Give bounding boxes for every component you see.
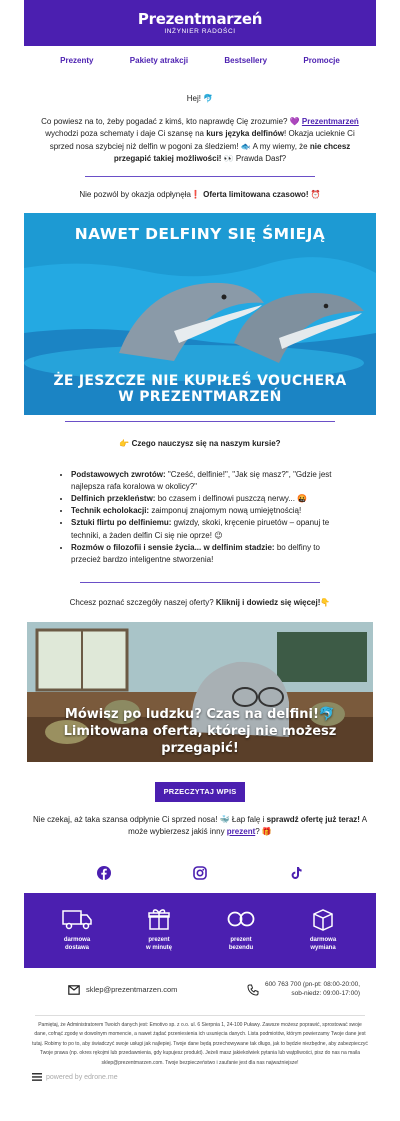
perk-gift-infinite: prezent bezendu — [206, 907, 276, 952]
nav-pakiety-atrakcji[interactable]: Pakiety atrakcji — [129, 55, 189, 65]
read-post-button[interactable]: PRZECZYTAJ WPIS — [155, 782, 245, 802]
instagram-icon[interactable] — [193, 866, 207, 880]
greeting: Hej! 🐬 — [186, 94, 214, 103]
tiktok-icon[interactable] — [289, 866, 303, 880]
list-item: • Delfinich przekleństw: bo czasem i delfinowi puszczą nerwy... 🤬 — [71, 493, 336, 505]
outro-paragraph: Nie czekaj, aż taka szansa odpłynie Ci sprzed nosa! 🐳 Łap falę i sprawdź ofertę już teraz! A może wybierzesz jakiś inny prezent? 🎁 — [32, 814, 368, 837]
main-nav — [24, 47, 376, 73]
menu-icon — [32, 1073, 42, 1081]
intro-paragraph: Co powiesz na to, żeby pogadać z kimś, kto naprawdę Cię zrozumie? 💜 Prezentmarzeń wychodzi poza schematy i daje Ci szansę na kurs języka delfinów! Okazja ucieknie Ci sprzed nosa szybciej niż delfin w pogoni za śledziem! 🐟 A my wiemy, że nie chcesz przegapić takiej możliwości! 👀 Prawda Dasf? — [41, 116, 359, 163]
email-contact[interactable] — [68, 985, 177, 995]
perk-gift-minute: prezent w minutę — [124, 907, 194, 952]
infinity-icon — [225, 907, 257, 931]
email-header — [24, 0, 376, 46]
social-links — [24, 863, 376, 883]
list-item: • Sztuki flirtu po delfiniemu: gwizdy, skoki, kręcenie piruetów – opanuj te techniki, a żaden delfin Ci się nie oprze! 😉 — [71, 517, 336, 541]
brand-logo[interactable]: Prezentmarzeń — [137, 10, 263, 28]
email-address[interactable]: sklep@prezentmarzen.com — [86, 985, 178, 995]
nav-prezenty[interactable]: Prezenty — [60, 55, 94, 65]
facebook-icon[interactable] — [97, 866, 111, 880]
phone-hours: sob-niedz: 09:00-17:00) — [291, 989, 360, 997]
banner-subheadline: ŻE JESZCZE NIE KUPIŁEŚ VOUCHERA W PREZENTMARZEŃ — [53, 373, 347, 405]
contact-row — [24, 975, 376, 1005]
gift-link[interactable]: prezent — [226, 827, 256, 837]
banner-headline: NAWET DELFINY SIĘ ŚMIEJĄ — [74, 225, 326, 243]
nav-promocje[interactable]: Promocje — [303, 55, 340, 65]
list-item: • Rozmów o filozofii i sensie życia... w delfinim stadzie: bo delfiny to przecież bardzo inteligentne stworzenia! — [71, 542, 336, 566]
brand-link[interactable]: Prezentmarzeń — [301, 116, 359, 126]
list-item: • Podstawowych zwrotów: "Cześć, delfinie!", "Jak się masz?", "Gdzie jest najlepsza rafa koralowa w okolicy?" — [71, 469, 336, 493]
more-line: Chcesz poznać szczegóły naszej oferty? Kliknij i dowiedz się więcej!👇 — [69, 598, 331, 608]
classroom-dolphin-image[interactable] — [27, 622, 373, 762]
phone-contact[interactable] — [247, 981, 360, 998]
course-heading: 👉 Czego nauczysz się na naszym kursie? — [119, 439, 281, 448]
gift-icon — [147, 907, 171, 931]
phone-icon — [247, 984, 259, 996]
perk-free-exchange: darmowa wymiana — [288, 907, 358, 952]
mail-icon — [68, 985, 80, 995]
brand-tagline: INŻYNIER RADOŚCI — [164, 28, 236, 35]
box-icon — [311, 907, 335, 931]
legal-notice: Pamiętaj, że Administratorem Twoich danych jest: Emotivo sp. z o.o. ul. 6 Sierpnia 1, 24-100 Puławy. Zawsze możesz poprawić, sprostować swoje dane, cofnąć zgodę w dowolnym momencie, a nawet żądać przeniesienia ich usunięcia danych. Lista podmiotów, którym powierzamy Twoje dane jest tutaj. Robimy to po to, aby świadczyć swoje usługi jak najlepiej. Twoje dane będą przechowywane tak długo, jak to będzie niezbędne, aby zabezpieczyć Twoje prawa (np. okres rękojmi lub przedawnienia, gdy kupujesz produkt). Jeżeli masz jakiekolwiek pytania lub wątpliwości, pisz do nas na maila sklep@prezentmarzen.com. Twoje bezpieczeństwo i zaufanie jest dla nas najważniejsze! — [32, 1021, 368, 1066]
powered-by[interactable]: powered by edrone.me — [24, 1073, 376, 1081]
perk-free-delivery: darmowa dostawa — [42, 907, 112, 952]
image-caption: Mówisz po ludzku? Czas na delfini!🐬 Limitowana oferta, której nie możesz przegapić! — [63, 706, 337, 756]
phone-number[interactable]: 600 763 700 (pn-pt: 08:00-20:00, — [264, 981, 360, 989]
perks-bar — [24, 893, 376, 968]
offer-line: Nie pozwól by okazja odpłynęła❗ Oferta limitowana czasowo! ⏰ — [79, 189, 321, 199]
dolphin-banner-image[interactable] — [24, 213, 376, 415]
course-list — [24, 469, 336, 567]
list-item: • Technik echolokacji: zaimponuj znajomym nową umiejętnością! — [71, 505, 336, 517]
nav-bestsellery[interactable]: Bestsellery — [224, 55, 268, 65]
truck-icon — [61, 907, 93, 931]
